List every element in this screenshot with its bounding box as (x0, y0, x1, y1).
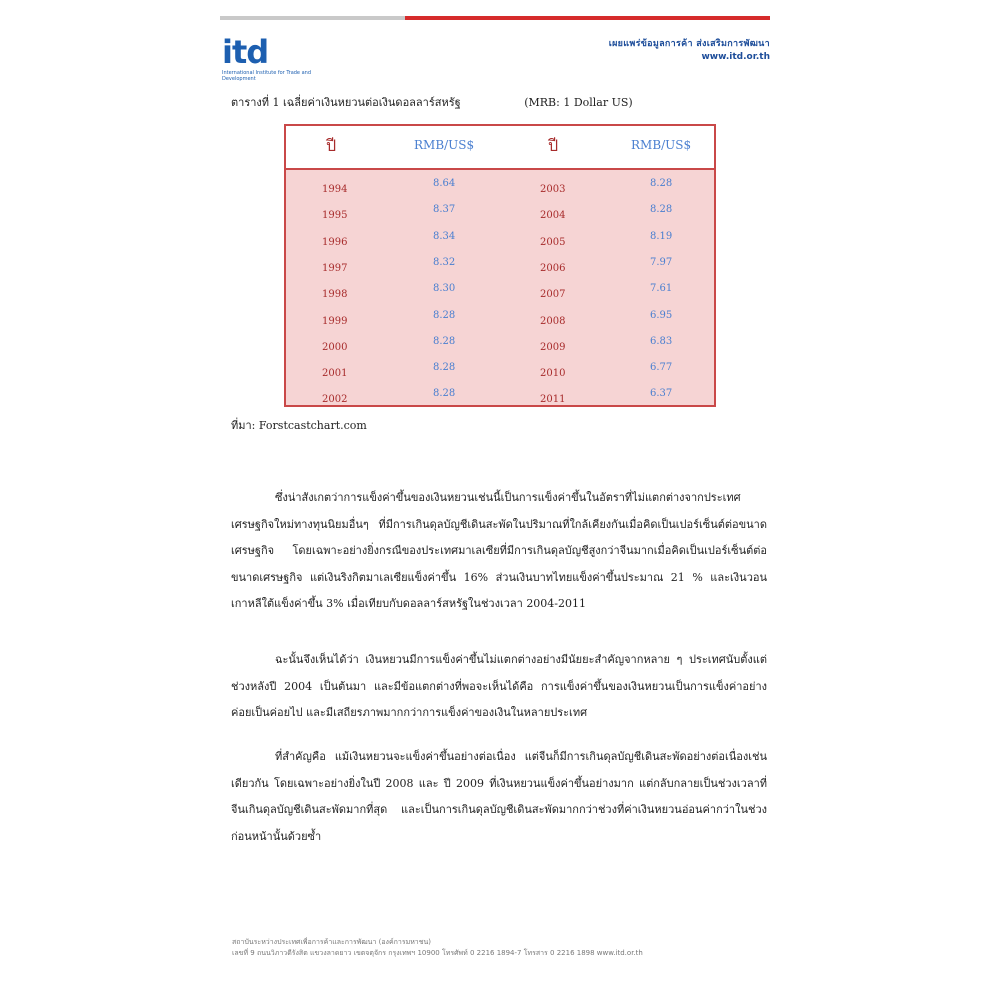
year-cell: 1995 (322, 210, 348, 222)
rate-cell: 7.97 (650, 256, 673, 268)
rate-cell: 6.77 (650, 362, 673, 374)
header-rate-left: RMB/US$ (414, 138, 475, 152)
paragraph-1-text: ซึ่งน่าสังเกตว่าการแข็งค่าขึ้นของเงินหยวนเช่นนี้เป็นการแข็งค่าขึ้นในอัตราที่ไม่แตกต่างจากประเทศเศรษฐกิจใหม่ทางทุนนิยมอื่นๆ ที่มีการเกินดุลบัญชีเดินสะพัดในปริมาณที่ใกล้เคียงกันเมื่อคิดเป็นเปอร์เซ็นต์ต่อขนาดเศรษฐกิจ โดยเฉพาะอย่างยิ่งกรณีของประเทศมาเลเซียที่มีการเกินดุลบัญชีสูงกว่าจีนมากเมื่อคิดเป็นเปอร์เซ็นต์ต่อขนาดเศรษฐกิจ แต่เงินริงกิตมาเลเซียแข็งค่าขึ้น 16% ส่วนเงินบาทไทยแข็งค่าขึ้นประมาณ 21 % และเงินวอนเกาหลีใต้แข็งค่าขึ้น 3% เมื่อเทียบกับดอลลาร์สหรัฐในช่วงเวลา 2004-2011 (231, 491, 767, 610)
table-row (286, 388, 714, 414)
table-caption-title: ตารางที่ 1 เฉลี่ยค่าเงินหยวนต่อเงินดอลลาร์สหรัฐ (231, 96, 461, 109)
table-caption (231, 93, 633, 111)
rate-cell: 8.64 (433, 178, 456, 189)
header-tagline: เผยแพร่ข้อมูลการค้า ส่งเสริมการพัฒนา (608, 39, 770, 49)
paragraph-1 (231, 485, 767, 618)
year-cell: 2009 (540, 341, 566, 353)
rate-cell: 6.83 (650, 335, 673, 347)
rate-cell: 7.61 (650, 283, 673, 295)
rate-cell: 8.28 (433, 335, 456, 347)
paragraph-2-text: ฉะนั้นจึงเห็นได้ว่า เงินหยวนมีการแข็งค่าขึ้นไม่แตกต่างอย่างมีนัยยะสำคัญจากหลาย ๆ ประเทศนับตั้งแต่ช่วงหลังปี 2004 เป็นต้นมา และมีข้อแตกต่างที่พอจะเห็นได้คือ การแข็งค่าขึ้นของเงินหยวนเป็นการแข็งค่าอย่างค่อยเป็นค่อยไป และมีเสถียรภาพมากกว่าการแข็งค่าของเงินในหลายประเทศ (231, 653, 767, 719)
table-body (286, 170, 714, 405)
year-cell: 1997 (322, 262, 348, 274)
year-cell: 2006 (540, 262, 566, 274)
rate-cell: 8.32 (433, 256, 456, 268)
table-source: ที่มา: Forstcastchart.com (231, 419, 367, 432)
rate-cell: 8.28 (433, 388, 456, 400)
table-row (286, 231, 714, 257)
year-cell: 1996 (322, 236, 348, 248)
table-header (286, 126, 714, 170)
header-right (609, 36, 770, 62)
year-cell: 1999 (322, 315, 348, 327)
year-cell: 1994 (322, 184, 348, 195)
header-bar-gray (220, 16, 405, 20)
year-cell: 2010 (540, 368, 566, 380)
year-cell: 2004 (540, 210, 566, 222)
year-cell: 1998 (322, 289, 348, 301)
table-row (286, 283, 714, 309)
rate-cell: 8.34 (433, 230, 456, 242)
rate-cell: 8.19 (650, 230, 673, 242)
page-footer (232, 937, 768, 959)
table-row (286, 362, 714, 388)
exchange-rate-table (284, 124, 716, 407)
logo-subtitle: International Institute for Trade and Development (222, 70, 312, 82)
header-url: www.itd.or.th (701, 52, 770, 62)
paragraph-2 (231, 647, 767, 727)
header-rate-right: RMB/US$ (631, 138, 692, 152)
rate-cell: 8.28 (433, 309, 456, 321)
table-row (286, 204, 714, 230)
year-cell: 2007 (540, 289, 566, 301)
header-year-left: ปี (326, 136, 337, 155)
year-cell: 2003 (540, 184, 566, 195)
rate-cell: 8.30 (433, 283, 456, 295)
year-cell: 2011 (540, 394, 566, 406)
header-year-right: ปี (548, 136, 559, 155)
rate-cell: 6.37 (650, 388, 673, 400)
year-cell: 2001 (322, 368, 348, 380)
table-row (286, 257, 714, 283)
year-cell: 2000 (322, 341, 348, 353)
paragraph-3 (231, 744, 767, 850)
table-row (286, 178, 714, 204)
footer-line-1: สถาบันระหว่างประเทศเพื่อการค้าและการพัฒนา (องค์การมหาชน) (232, 938, 432, 946)
year-cell: 2008 (540, 315, 566, 327)
rate-cell: 8.28 (650, 178, 673, 189)
table-unit: (MRB: 1 Dollar US) (524, 96, 633, 109)
header-bar-red (405, 16, 770, 20)
logo-text: itd (222, 33, 269, 71)
rate-cell: 8.37 (433, 204, 456, 216)
table-row (286, 336, 714, 362)
year-cell: 2002 (322, 394, 348, 406)
table-row (286, 310, 714, 336)
rate-cell: 8.28 (650, 204, 673, 216)
paragraph-3-text: ที่สำคัญคือ แม้เงินหยวนจะแข็งค่าขึ้นอย่างต่อเนื่อง แต่จีนก็มีการเกินดุลบัญชีเดินสะพัดอย่างต่อเนื่องเช่นเดียวกัน โดยเฉพาะอย่างยิ่งในปี 2008 และ ปี 2009 ที่เงินหยวนแข็งค่าขึ้นอย่างมาก แต่กลับกลายเป็นช่วงเวลาที่จีนเกินดุลบัญชีเดินสะพัดมากที่สุด และเป็นการเกินดุลบัญชีเดินสะพัดมากกว่าช่วงที่ค่าเงินหยวนอ่อนค่ากว่าในช่วงก่อนหน้านั้นด้วยซ้ำ (231, 750, 767, 843)
rate-cell: 8.28 (433, 362, 456, 374)
footer-line-2: เลขที่ 9 ถนนวิภาวดีรังสิต แขวงลาดยาว เขตจตุจักร กรุงเทพฯ 10900 โทรศัพท์ 0 2216 1894-7 โทรสาร 0 2216 1898 www.itd.or.th (232, 949, 643, 957)
rate-cell: 6.95 (650, 309, 673, 321)
year-cell: 2005 (540, 236, 566, 248)
itd-logo (222, 33, 332, 86)
